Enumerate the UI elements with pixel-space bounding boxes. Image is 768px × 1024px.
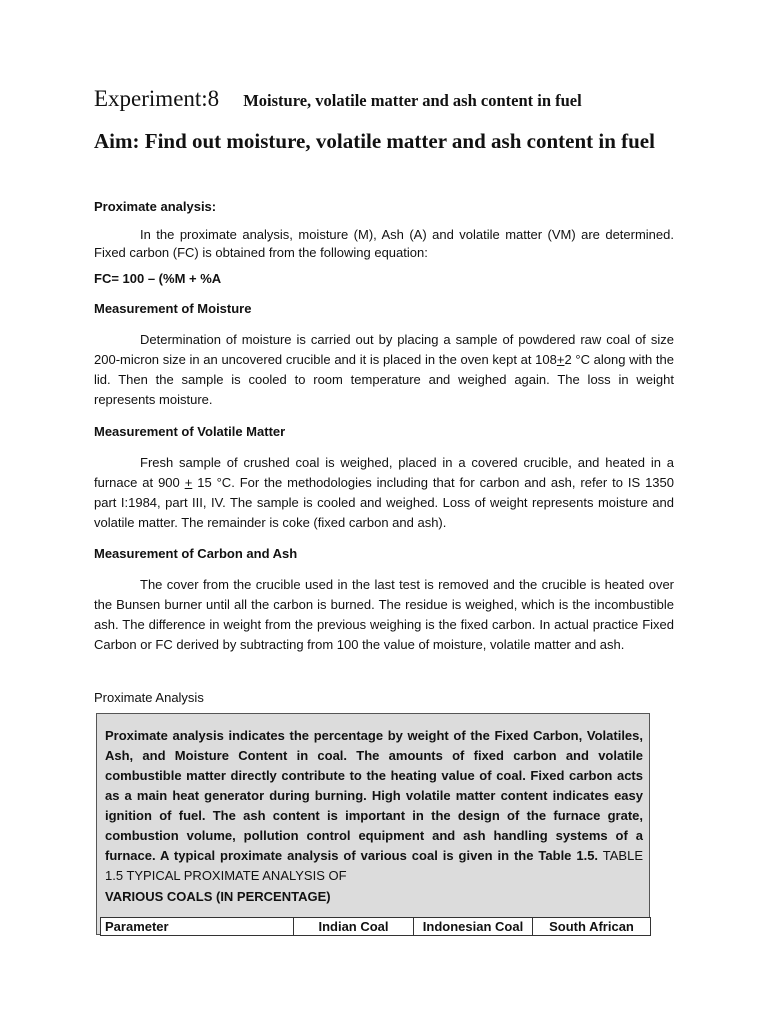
coal-analysis-table (100, 917, 651, 936)
header-indian-coal: Indian Coal (294, 918, 414, 936)
carbon-ash-heading: Measurement of Carbon and Ash (94, 546, 298, 561)
header-indonesian-coal: Indonesian Coal (414, 918, 533, 936)
info-box-text: Proximate analysis indicates the percentage by weight of the Fixed Carbon, Volatiles, Ash, and Moisture Content in coal. The amounts of fixed carbon and volatile combustible matter directly contribute to the heating value of coal. Fixed carbon acts as a main heat generator during burning. High volatile matter content indicates easy ignition of fuel. The ash content is important in the design of the furnace grate, combustion volume, pollution control equipment and ash handling systems of a furnace. A typical proximate analysis of various coal is given in the Table 1.5. TABLE 1.5 TYPICAL PROXIMATE ANALYSIS OF (105, 728, 643, 883)
experiment-subtitle: Moisture, volatile matter and ash content in fuel (243, 91, 582, 110)
moisture-paragraph: Determination of moisture is carried out by placing a sample of powdered raw coal of size 200-micron size in an uncovered crucible and it is placed in the oven kept at 108+2 °C along with the lid. Then the sample is cooled to room temperature and weighed again. The loss in weight represents moisture. (94, 332, 675, 407)
experiment-header (94, 86, 714, 112)
table-caption-line2: VARIOUS COALS (IN PERCENTAGE) (105, 889, 331, 904)
table-caption: TABLE 1.5 TYPICAL PROXIMATE ANALYSIS OF (105, 848, 643, 883)
proximate-info-box (96, 713, 650, 935)
header-south-african: South African (533, 918, 651, 936)
fc-equation: FC= 100 – (%M + %A (94, 271, 222, 286)
proximate-heading: Proximate analysis: (94, 199, 217, 214)
volatile-paragraph: Fresh sample of crushed coal is weighed, placed in a covered crucible, and heated in a furnace at 900 + 15 °C. For the methodologies including that for carbon and ash, refer to IS 1350 part I:1984, part III, IV. The sample is cooled and weighed. Loss of weight represents moisture and volatile matter. The remainder is coke (fixed carbon and ash). (94, 455, 674, 530)
moisture-heading: Measurement of Moisture (94, 301, 252, 316)
proximate-analysis-label: Proximate Analysis (94, 690, 204, 705)
experiment-title: Experiment:8 (94, 86, 220, 111)
carbon-ash-paragraph: The cover from the crucible used in the last test is removed and the crucible is heated over the Bunsen burner until all the carbon is burned. The residue is weighed, which is the incombustible ash. The difference in weight from the previous weighing is the fixed carbon. In actual practice Fixed Carbon or FC derived by subtracting from 100 the value of moisture, volatile matter and ash. (94, 577, 674, 652)
header-parameter: Parameter (101, 918, 294, 936)
table-header-row (101, 918, 651, 936)
aim-heading: Aim: Find out moisture, volatile matter and ash content in fuel (94, 129, 655, 153)
volatile-heading: Measurement of Volatile Matter (94, 424, 286, 439)
proximate-paragraph: In the proximate analysis, moisture (M), Ash (A) and volatile matter (VM) are determined. Fixed carbon (FC) is obtained from the following equation: (94, 227, 674, 260)
